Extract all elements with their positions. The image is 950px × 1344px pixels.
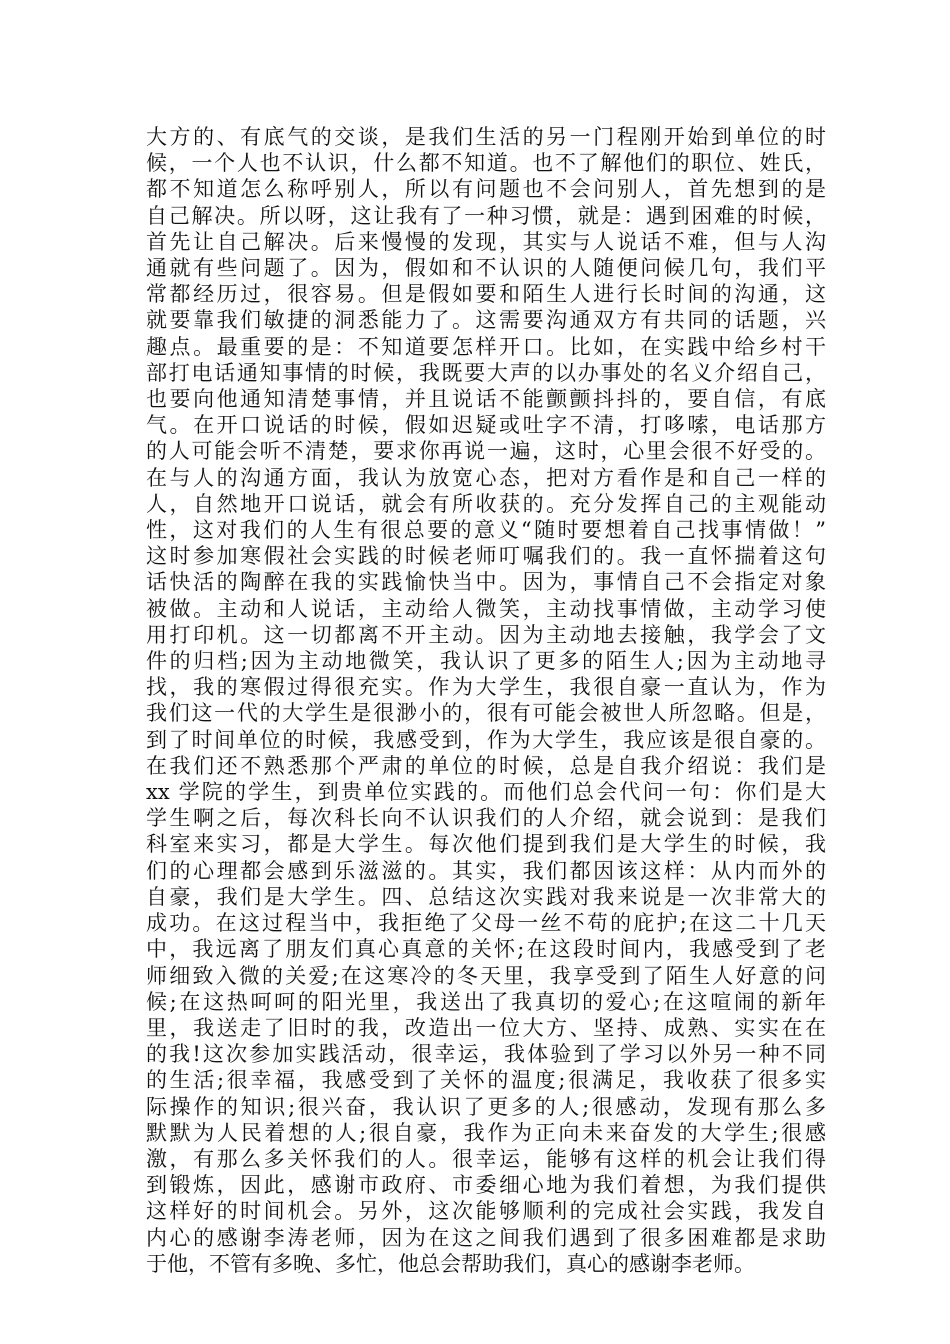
- text-line: 默默为人民着想的人;很自豪，我作为正向未来奋发的大学生;很感: [146, 1120, 826, 1145]
- text-line: 这时参加寒假社会实践的时候老师叮嘱我们的。我一直怀揣着这句: [146, 544, 826, 569]
- text-line: 的我!这次参加实践活动，很幸运，我体验到了学习以外另一种不同: [146, 1042, 826, 1067]
- text-line: 里，我送走了旧时的我，改造出一位大方、坚持、成熟、实实在在: [146, 1015, 826, 1040]
- text-line: 在我们还不熟悉那个严肃的单位的时候，总是自我介绍说：我们是: [146, 753, 826, 778]
- text-line: 常都经历过，很容易。但是假如要和陌生人进行长时间的沟通，这: [146, 282, 826, 307]
- text-line: 们的心理都会感到乐滋滋的。其实，我们都因该这样：从内而外的: [146, 858, 826, 883]
- body-paragraph: [146, 124, 826, 1277]
- text-line: 找，我的寒假过得很充实。作为大学生，我很自豪一直认为，作为: [146, 675, 826, 700]
- text-line: 件的归档;因为主动地微笑，我认识了更多的陌生人;因为主动地寻: [146, 649, 826, 674]
- text-line: 通就有些问题了。因为，假如和不认识的人随便问候几句，我们平: [146, 256, 826, 281]
- text-line: 被做。主动和人说话，主动给人微笑，主动找事情做，主动学习使: [146, 596, 826, 621]
- text-line: 就要靠我们敏捷的洞悉能力了。这需要沟通双方有共同的话题，兴: [146, 308, 826, 333]
- text-line: 到锻炼，因此，感谢市政府、市委细心地为我们着想，为我们提供: [146, 1173, 826, 1198]
- text-line: 的人可能会听不清楚，要求你再说一遍，这时，心里会很不好受的。: [146, 439, 826, 464]
- text-line: 的生活;很幸福，我感受到了关怀的温度;很满足，我收获了很多实: [146, 1068, 826, 1093]
- text-line: 于他，不管有多晚、多忙，他总会帮助我们，真心的感谢李老师。: [146, 1251, 755, 1276]
- text-line: 首先让自己解决。后来慢慢的发现，其实与人说话不难，但与人沟: [146, 229, 826, 254]
- text-line: 部打电话通知事情的时候，我既要大声的以办事处的名义介绍自己，: [146, 360, 826, 385]
- text-line: 我们这一代的大学生是很渺小的，很有可能会被世人所忽略。但是，: [146, 701, 826, 726]
- text-line: 都不知道怎么称呼别人，所以有问题也不会问别人，首先想到的是: [146, 177, 826, 202]
- text-line: 内心的感谢李涛老师，因为在这之间我们遇到了很多困难都是求助: [146, 1225, 826, 1250]
- text-line: 用打印机。这一切都离不开主动。因为主动地去接触，我学会了文: [146, 622, 826, 647]
- text-line: 气。在开口说话的时候，假如迟疑或吐字不清，打哆嗦，电话那方: [146, 413, 826, 438]
- text-line: 中，我远离了朋友们真心真意的关怀;在这段时间内，我感受到了老: [146, 937, 826, 962]
- text-line: xx 学院的学生，到贵单位实践的。而他们总会代问一句：你们是大: [146, 780, 826, 805]
- text-line: 自己解决。所以呀，这让我有了一种习惯，就是：遇到困难的时候，: [146, 203, 826, 228]
- text-line: 趣点。最重要的是：不知道要怎样开口。比如，在实践中给乡村干: [146, 334, 826, 359]
- text-line: 大方的、有底气的交谈，是我们生活的另一门程刚开始到单位的时: [146, 125, 826, 149]
- text-line: 激，有那么多关怀我们的人。很幸运，能够有这样的机会让我们得: [146, 1146, 826, 1171]
- text-line: 这样好的时间机会。另外，这次能够顺利的完成社会实践，我发自: [146, 1199, 826, 1224]
- text-line: 候，一个人也不认识，什么都不知道。也不了解他们的职位、姓氏，: [146, 151, 826, 176]
- text-line: 师细致入微的关爱;在这寒冷的冬天里，我享受到了陌生人好意的问: [146, 963, 826, 988]
- text-line: 也要向他通知清楚事情，并且说话不能颤颤抖抖的，要自信，有底: [146, 387, 826, 412]
- text-line: 性，这对我们的人生有很总要的意义“随时要想着自己找事情做！”: [146, 518, 826, 543]
- text-line: 成功。在这过程当中，我拒绝了父母一丝不苟的庇护;在这二十几天: [146, 911, 826, 936]
- text-line: 际操作的知识;很兴奋，我认识了更多的人;很感动，发现有那么多: [146, 1094, 826, 1119]
- text-line: 自豪，我们是大学生。四、总结这次实践对我来说是一次非常大的: [146, 884, 826, 909]
- text-line: 学生啊之后，每次科长向不认识我们的人介绍，就会说到：是我们: [146, 806, 826, 831]
- text-line: 到了时间单位的时候，我感受到，作为大学生，我应该是很自豪的。: [146, 727, 826, 752]
- text-line: 候;在这热呵呵的阳光里，我送出了我真切的爱心;在这喧闹的新年: [146, 989, 826, 1014]
- text-line: 人，自然地开口说话，就会有所收获的。充分发挥自己的主观能动: [146, 491, 826, 516]
- text-line: 科室来实习，都是大学生。每次他们提到我们是大学生的时候，我: [146, 832, 826, 857]
- text-line: 在与人的沟通方面，我认为放宽心态，把对方看作是和自己一样的: [146, 465, 826, 490]
- text-line: 话快活的陶醉在我的实践愉快当中。因为，事情自己不会指定对象: [146, 570, 826, 595]
